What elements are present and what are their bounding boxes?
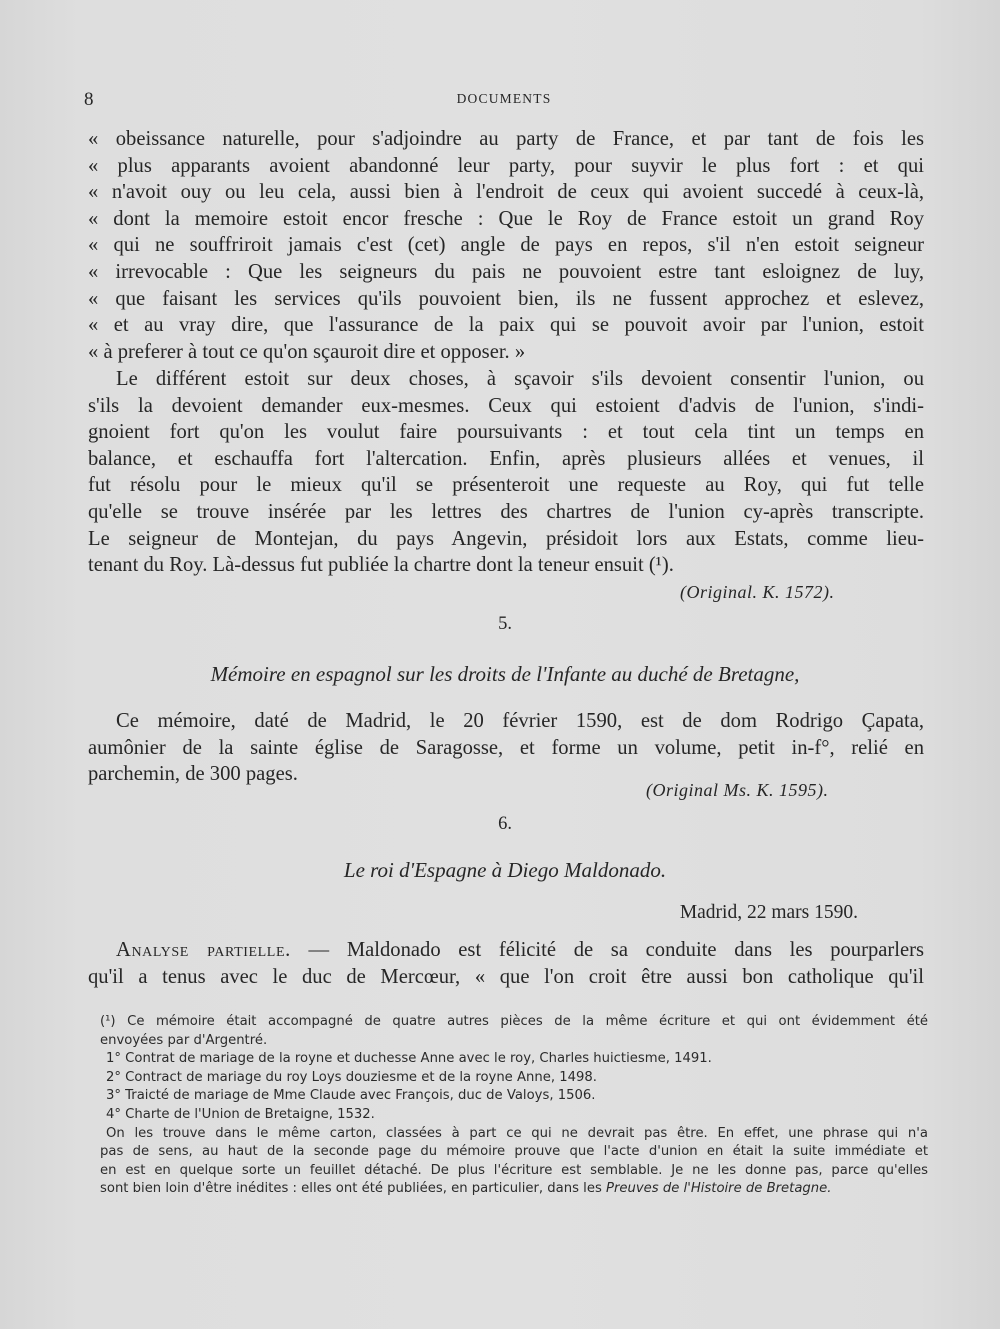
footnote-line (100, 1180, 928, 1199)
running-head: DOCUMENTS (456, 91, 552, 106)
page-header (84, 86, 924, 116)
paragraph-differend (88, 366, 924, 579)
paragraph-line: qu'elle se trouve insérée par les lettres des chartres de l'union cy-après transcripte. (88, 500, 924, 523)
quote-line: « et au vray dire, que l'assurance de la paix qui se pouvoit avoir par l'union, estoit (88, 314, 924, 337)
footnote-item: 2° Contract de mariage du roy Loys douziesme et de la royne Anne, 1498. (106, 1069, 597, 1085)
section-number: 5. (498, 614, 512, 634)
footnote-line: pas de sens, au haut de la seconde page du mémoire prouve que l'acte d'union en était la suite immédiate et (100, 1144, 928, 1160)
footnote-line: (¹) Ce mémoire était accompagné de quatre autres pièces de la même écriture et qui ont évidemment été (100, 1014, 928, 1029)
paragraph-line: s'ils la devoient demander eux-mesmes. Ceux qui estoient d'advis de l'union, s'indi- (88, 394, 924, 417)
footnote-line: envoyées par d'Argentré. (100, 1032, 268, 1048)
quote-line: « obeissance naturelle, pour s'adjoindre au party de France, et par tant de fois les (88, 128, 924, 150)
quote-line: « que faisant les services qu'ils pouvoient bien, ils ne fussent approchez et eslevez, (88, 287, 924, 310)
section-number: 6. (498, 814, 512, 834)
analysis-text: — Maldonado est félicité de sa conduite dans les pourparlers (308, 939, 924, 961)
quote-line: « dont la memoire estoit encor fresche : Que le Roy de France estoit un grand Roy (88, 207, 924, 230)
footnote-text: sont bien loin d'être inédites : elles ont été publiées, en particulier, dans les (100, 1181, 602, 1197)
paragraph-line: Ce mémoire, daté de Madrid, le 20 février 1590, est de dom Rodrigo Çapata, (116, 710, 924, 732)
quote-line: « à preferer à tout ce qu'on sçauroit dire et opposer. » (88, 340, 526, 363)
paragraph-line: parchemin, de 300 pages. (88, 763, 298, 786)
paragraph-line: Le seigneur de Montejan, du pays Angevin, présidoit lors aux Estats, comme lieu- (88, 527, 924, 550)
quote-line: « qui ne souffriroit jamais c'est (cet) angle de pays en repos, s'il n'en estoit seigneur (88, 234, 924, 257)
source-reference: (Original. K. 1572). (680, 582, 835, 602)
paragraph-analysis (88, 937, 924, 990)
section-title: Le roi d'Espagne à Diego Maldonado. (343, 858, 667, 882)
quote-line: « plus apparants avoient abandonné leur party, pour suyvir le plus fort : et qui (88, 154, 924, 177)
cited-work-title: Preuves de l'Histoire de Bretagne. (606, 1181, 832, 1197)
paragraph-line: aumônier de la sainte église de Saragosse, et forme un volume, petit in-f°, relié en (88, 736, 924, 759)
paragraph-line: balance, et eschauffa fort l'altercation. Enfin, après plusieurs allées et venues, il (88, 447, 924, 470)
analysis-label: Analyse partielle. (116, 939, 291, 961)
quote-line: « n'avoit ouy ou leu cela, aussi bien à l'endroit de ceux qui avoient succedé à ceux-là, (88, 181, 924, 204)
footnote-item: 3° Traicté de mariage de Mme Claude avec François, duc de Valoys, 1506. (106, 1088, 596, 1104)
paragraph-line: tenant du Roy. Là-dessus fut publiée la chartre dont la teneur ensuit (¹). (88, 554, 674, 577)
page-number: 8 (84, 89, 94, 110)
quote-line: « irrevocable : Que les seigneurs du pais ne pouvoient estre tant esloignez de luy, (88, 260, 924, 283)
dateline: Madrid, 22 mars 1590. (679, 902, 858, 923)
footnotes (100, 1013, 928, 1199)
paragraph-memoire (88, 708, 924, 788)
paragraph-line: fut résolu pour le mieux qu'il se présenteroit une requeste au Roy, qui fut telle (88, 474, 924, 497)
footnote-item: 4° Charte de l'Union de Bretaigne, 1532. (106, 1106, 375, 1122)
section-title: Mémoire en espagnol sur les droits de l'Infante au duché de Bretagne, (210, 662, 800, 686)
paragraph-line: qu'il a tenus avec le duc de Mercœur, « que l'on croit être aussi bon catholique qu'il (88, 965, 924, 988)
paragraph-line: Le différent estoit sur deux choses, à sçavoir s'ils devoient consentir l'union, ou (116, 368, 924, 390)
paragraph-line (88, 937, 924, 964)
quoted-passage (88, 126, 924, 365)
paragraph-line: gnoient fort qu'on les voulut faire poursuivants : et tout cela tint un temps en (88, 421, 924, 444)
footnote-line: en est en quelque sorte un feuillet détaché. De plus l'écriture est semblable. Je ne les donne pas, parce qu'elles (100, 1162, 928, 1178)
footnote-item: 1° Contrat de mariage de la royne et duchesse Anne avec le roy, Charles huictiesme, 1491. (106, 1051, 712, 1067)
footnote-line: On les trouve dans le même carton, classées à part ce qui ne devrait pas être. En effet, une phrase qui n'a (106, 1125, 928, 1141)
source-reference: (Original Ms. K. 1595). (646, 780, 829, 800)
